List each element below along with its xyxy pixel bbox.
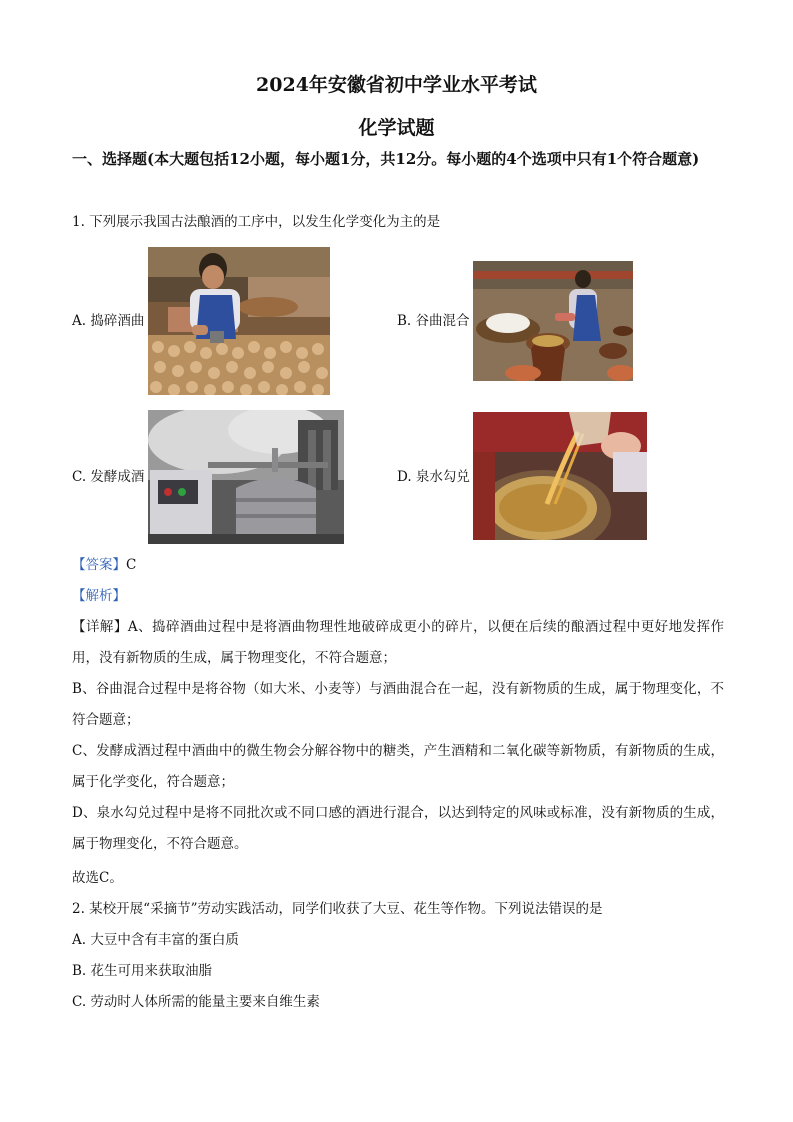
- page-title: 2024年安徽省初中学业水平考试: [256, 74, 537, 96]
- q2-option-a: A. 大豆中含有丰富的蛋白质: [72, 932, 239, 948]
- answer-tag: 【答案】: [72, 557, 126, 573]
- answer-line: [72, 556, 136, 574]
- detail-tag: 【详解】: [72, 619, 128, 635]
- photo-pouring-liquor-icon: [473, 412, 647, 540]
- photo-fermentation-still-icon: [148, 410, 344, 544]
- page-subtitle: 化学试题: [358, 117, 435, 139]
- section-heading: 一、选择题(本大题包括12小题，每小题1分，共12分。每小题的4个选项中只有1个符合题意): [72, 150, 700, 168]
- option-a-label: A. 捣碎酒曲: [72, 313, 145, 329]
- detail-paragraph-c: C、发酵成酒过程中酒曲中的微生物会分解谷物中的糖类，产生酒精和二氧化碳等新物质，有新物质的生成，属于化学变化，符合题意；: [72, 743, 724, 790]
- question-2-stem: 2. 某校开展“采摘节”劳动实践活动，同学们收获了大豆、花生等作物。下列说法错误的是: [72, 901, 603, 917]
- photo-crushing-yeast-icon: [148, 247, 330, 395]
- option-c-label: C. 发酵成酒: [72, 469, 145, 485]
- q2-option-c: C. 劳动时人体所需的能量主要来自维生素: [72, 994, 320, 1010]
- question-1-stem: 1. 下列展示我国古法酿酒的工序中，以发生化学变化为主的是: [72, 214, 441, 230]
- analysis-tag: 【解析】: [72, 588, 126, 604]
- conclusion: 故选C。: [72, 870, 123, 886]
- photo-mixing-grain-icon: [473, 261, 633, 381]
- answer-value: C: [126, 557, 137, 573]
- detail-paragraph-a: 【详解】A、捣碎酒曲过程中是将酒曲物理性地破碎成更小的碎片，以便在后续的酿酒过程中更好地发挥作用，没有新物质的生成，属于物理变化，不符合题意；: [72, 619, 725, 666]
- q2-option-b: B. 花生可用来获取油脂: [72, 963, 213, 979]
- detail-paragraph-b: B、谷曲混合过程中是将谷物（如大米、小麦等）与酒曲混合在一起，没有新物质的生成，属于物理变化，不符合题意；: [72, 681, 724, 728]
- detail-paragraph-d: D、泉水勾兑过程中是将不同批次或不同口感的酒进行混合，以达到特定的风味或标准，没有新物质的生成，属于物理变化，不符合题意。: [72, 805, 724, 852]
- option-b-label: B. 谷曲混合: [397, 313, 470, 329]
- option-d-label: D. 泉水勾兑: [397, 469, 470, 485]
